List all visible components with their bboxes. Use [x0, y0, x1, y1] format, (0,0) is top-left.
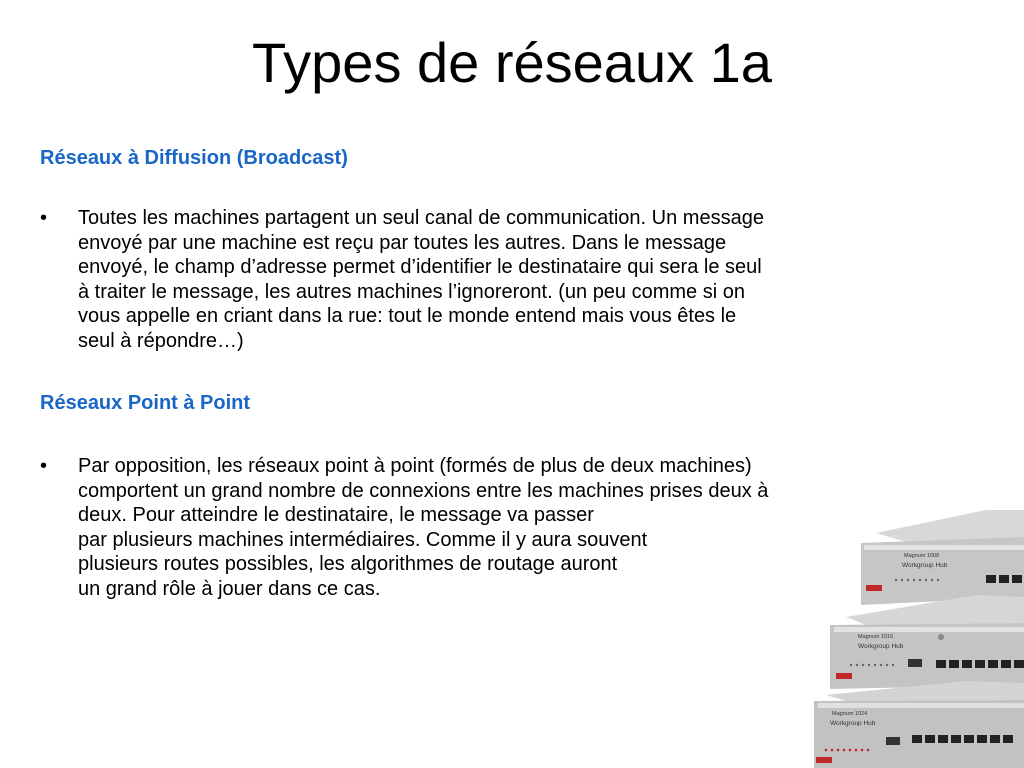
hub-middle	[830, 595, 1024, 689]
hub-stack-image	[806, 505, 1024, 768]
text-line: un grand rôle à jouer dans ce cas.	[78, 577, 381, 600]
bullet-marker: •	[40, 207, 48, 229]
text-line: vous appelle en criant dans la rue: tout le monde entend mais vous êtes le	[78, 305, 737, 327]
text-line: deux. Pour atteindre le destinataire, le message va passer	[78, 504, 594, 526]
hub-subtitle-label: Workgroup Hub	[830, 720, 876, 727]
hub-bottom	[814, 681, 1024, 768]
section-heading-broadcast: Réseaux à Diffusion (Broadcast)	[40, 147, 348, 169]
text-line: envoyé, le champ d’adresse permet d’identifier le destinataire qui sera le seul	[78, 256, 762, 278]
text-line: seul à répondre…)	[78, 329, 244, 352]
bullet-marker: •	[40, 455, 48, 477]
text-line: à traiter le message, les autres machines l’ignoreront. (un peu comme si on	[78, 280, 745, 303]
bullet-text	[78, 206, 960, 353]
hub-model-label: Magnum 1024	[832, 711, 868, 717]
hub-top	[861, 510, 1024, 605]
hub-subtitle-label: Workgroup Hub	[858, 643, 904, 650]
text-line: par plusieurs machines intermédiaires. Comme il y aura souvent	[78, 528, 648, 551]
text-line: Toutes les machines partagent un seul canal de communication. Un message	[78, 207, 764, 229]
hub-model-label: Magnum 1016	[858, 634, 894, 640]
hub-subtitle-label: Workgroup Hub	[902, 562, 948, 569]
hub-model-label: Magnum 1008	[904, 553, 940, 559]
section-heading-point-to-point: Réseaux Point à Point	[40, 392, 251, 414]
text-line: plusieurs routes possibles, les algorithmes de routage auront	[78, 553, 618, 575]
text-line: comportent un grand nombre de connexions entre les machines prises deux à	[78, 479, 769, 502]
slide-title: Types de réseaux 1a	[252, 31, 772, 94]
text-line: envoyé par une machine est reçu par toutes les autres. Dans le message	[78, 231, 727, 254]
text-line: Par opposition, les réseaux point à point (formés de plus de deux machines)	[78, 455, 752, 477]
